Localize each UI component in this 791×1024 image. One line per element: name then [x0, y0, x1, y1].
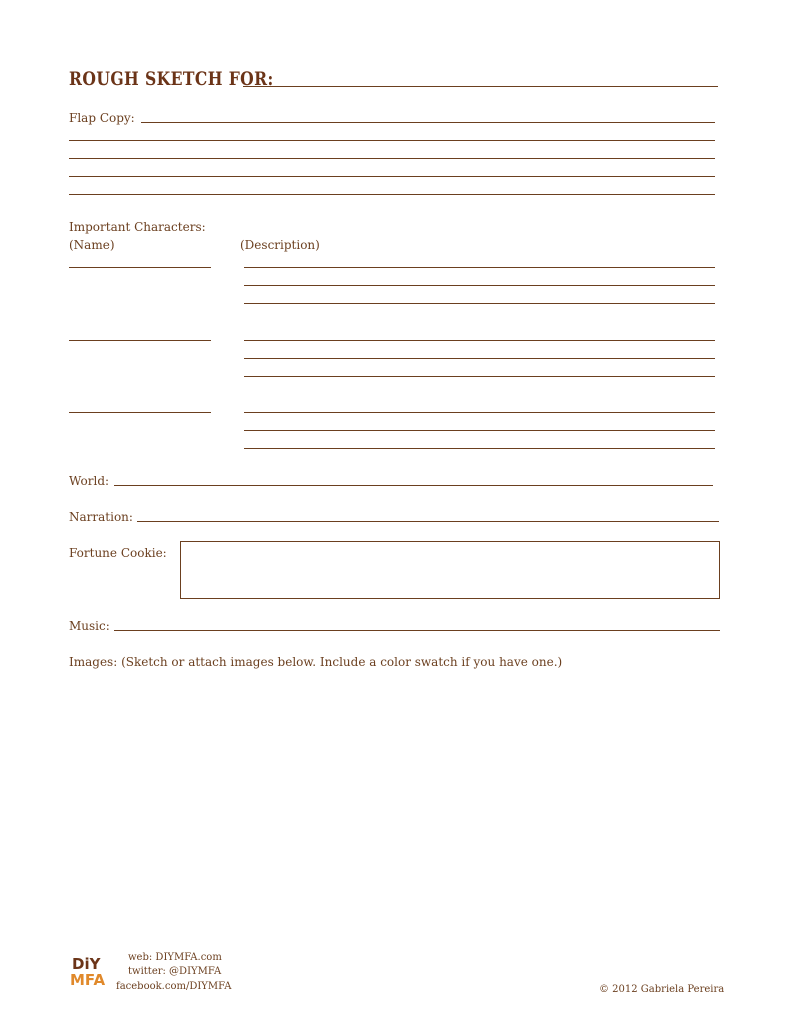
- logo-bottom-text: MFA: [70, 971, 106, 989]
- flap-copy-label: Flap Copy:: [69, 111, 135, 125]
- fortune-cookie-label: Fortune Cookie:: [69, 546, 167, 560]
- flap-copy-line[interactable]: [69, 176, 715, 177]
- character-description-line[interactable]: [244, 430, 715, 431]
- fortune-cookie-box[interactable]: [180, 541, 720, 599]
- footer-web[interactable]: web: DIYMFA.com: [128, 952, 222, 963]
- character-name-line[interactable]: [69, 267, 211, 268]
- character-description-line[interactable]: [244, 340, 715, 341]
- character-description-line[interactable]: [244, 267, 715, 268]
- music-line[interactable]: [114, 630, 720, 631]
- footer-copyright: © 2012 Gabriela Pereira: [599, 984, 725, 995]
- character-description-line[interactable]: [244, 412, 715, 413]
- flap-copy-line[interactable]: [69, 194, 715, 195]
- description-column-label: (Description): [240, 238, 320, 252]
- logo-top-text: DiY: [72, 955, 101, 973]
- character-description-line[interactable]: [244, 358, 715, 359]
- world-label: World:: [69, 474, 110, 488]
- title-write-line[interactable]: [243, 86, 718, 87]
- footer-facebook[interactable]: facebook.com/DIYMFA: [116, 981, 232, 992]
- world-line[interactable]: [114, 485, 713, 486]
- diymfa-logo: [70, 955, 104, 991]
- music-label: Music:: [69, 619, 110, 633]
- narration-line[interactable]: [137, 521, 719, 522]
- character-name-line[interactable]: [69, 412, 211, 413]
- flap-copy-line[interactable]: [69, 158, 715, 159]
- narration-label: Narration:: [69, 510, 133, 524]
- characters-heading: Important Characters:: [69, 220, 206, 234]
- flap-copy-line[interactable]: [141, 122, 715, 123]
- character-description-line[interactable]: [244, 303, 715, 304]
- page-title: ROUGH SKETCH FOR:: [69, 68, 274, 90]
- character-name-line[interactable]: [69, 340, 211, 341]
- character-description-line[interactable]: [244, 448, 715, 449]
- character-description-line[interactable]: [244, 376, 715, 377]
- footer-twitter[interactable]: twitter: @DIYMFA: [128, 966, 222, 977]
- images-label: Images: (Sketch or attach images below. Include a color swatch if you have one.): [69, 655, 563, 669]
- flap-copy-line[interactable]: [69, 140, 715, 141]
- name-column-label: (Name): [69, 238, 115, 252]
- character-description-line[interactable]: [244, 285, 715, 286]
